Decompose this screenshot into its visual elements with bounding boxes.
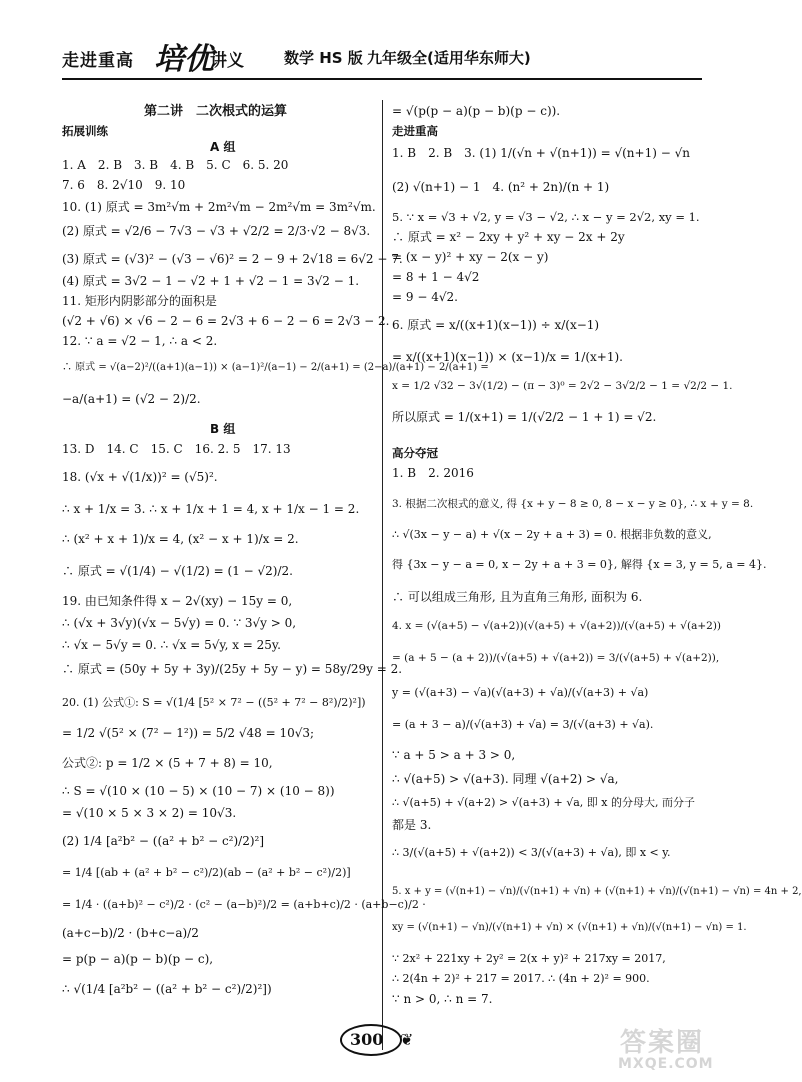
answer-line: ∴ x + 1/x = 3. ∴ x + 1/x + 1 = 4, x + 1/x − 1 = 2. (62, 502, 360, 516)
series-title: 走进重高 (62, 51, 134, 71)
answer-line: (2) √(n+1) − 1 4. (n² + 2n)/(n + 1) (392, 180, 610, 194)
answer-line: 都是 3. (392, 818, 432, 832)
group-b-heading: B 组 (210, 422, 236, 436)
answer-line: (2) 原式 = √2/6 − 7√3 − √3 + √2/2 = 2/3·√2 − 8√3. (62, 224, 371, 238)
answer-line: ∴ √(1/4 [a²b² − ((a² + b² − c²)/2)²]) (62, 982, 272, 996)
section-heading-extension: 拓展训练 (62, 124, 108, 138)
answer-line: 5. x + y = (√(n+1) − √n)/(√(n+1) + √n) + (√(n+1) + √n)/(√(n+1) − √n) = 4n + 2, (392, 886, 802, 897)
answer-line: = √(p(p − a)(p − b)(p − c)). (392, 104, 561, 118)
answer-line: (a+c−b)/2 · (b+c−a)/2 (62, 926, 199, 940)
answer-line: 11. 矩形内阴影部分的面积是 (62, 294, 217, 308)
answer-line: −a/(a+1) = (√2 − 2)/2. (62, 392, 201, 406)
answer-line: ∴ √(3x − y − a) + √(x − 2y + a + 3) = 0. 根据非负数的意义, (392, 528, 712, 541)
answer-line: ∴ 原式 = x² − 2xy + y² + xy − 2x + 2y (392, 230, 625, 244)
page-number-badge (340, 1020, 400, 1056)
answer-line: ∴ √x − 5√y = 0. ∴ √x = 5√y, x = 25y. (62, 638, 281, 652)
answer-line: 10. (1) 原式 = 3m²√m + 2m²√m − 2m²√m = 3m²√m. (62, 200, 376, 214)
answer-line: x = 1/2 √32 − 3√(1/2) − (π − 3)⁰ = 2√2 − 3√2/2 − 1 = √2/2 − 1. (392, 380, 733, 392)
answer-line: = 1/4 [(ab + (a² + b² − c²)/2)(ab − (a² + b² − c²)/2)] (62, 866, 351, 879)
group-a-heading: A 组 (210, 140, 236, 154)
answer-line: 3. 根据二次根式的意义, 得 {x + y − 8 ≥ 0, 8 − x − y ≥ 0}, ∴ x + y = 8. (392, 498, 754, 510)
series-suffix: 讲义 (210, 51, 244, 71)
answer-line: ∵ 2x² + 221xy + 2y² = 2(x + y)² + 217xy = 2017, (392, 952, 666, 965)
answer-line: ∴ √(a+5) + √(a+2) > √(a+3) + √a, 即 x 的分母大, 而分子 (392, 796, 695, 809)
answer-line: = x/((x+1)(x−1)) × (x−1)/x = 1/(x+1). (392, 350, 623, 364)
grade-label: 九年级全(适用华东师大) (367, 49, 531, 67)
watermark (612, 1022, 742, 1078)
answer-line: 18. (√x + √(1/x))² = (√5)². (62, 470, 218, 484)
answer-line: 公式②: p = 1/2 × (5 + 7 + 8) = 10, (62, 756, 273, 770)
answer-line: ∴ S = √(10 × (10 − 5) × (10 − 7) × (10 − 8)) (62, 784, 335, 798)
section-heading-gaofen: 高分夺冠 (392, 446, 438, 460)
answer-line: ∴ 原式 = √(1/4) − √(1/2) = (1 − √2)/2. (62, 564, 293, 578)
answer-line: ∴ 可以组成三角形, 且为直角三角形, 面积为 6. (392, 590, 643, 604)
answer-line: ∴ 2(4n + 2)² + 217 = 2017. ∴ (4n + 2)² = 900. (392, 972, 650, 985)
section-heading-zoujin: 走进重高 (392, 124, 438, 138)
answer-line: ∵ n > 0, ∴ n = 7. (392, 992, 493, 1006)
answer-line: = 8 + 1 − 4√2 (392, 270, 480, 284)
answer-line: xy = (√(n+1) − √n)/(√(n+1) + √n) × (√(n+1) + √n)/(√(n+1) − √n) = 1. (392, 922, 747, 933)
answer-line: ∴ √(a+5) > √(a+3). 同理 √(a+2) > √a, (392, 772, 619, 786)
answer-line: 所以原式 = 1/(x+1) = 1/(√2/2 − 1 + 1) = √2. (392, 410, 657, 424)
lesson-title: 第二讲 二次根式的运算 (144, 104, 288, 119)
answer-line: (2) 1/4 [a²b² − ((a² + b² − c²)/2)²] (62, 834, 265, 848)
leaf-decoration-icon: ❦ (400, 1030, 414, 1049)
answer-line: 4. x = (√(a+5) − √(a+2))(√(a+5) + √(a+2))/(√(a+5) + √(a+2)) (392, 620, 722, 632)
answer-line: = 1/4 · ((a+b)² − c²)/2 · (c² − (a−b)²)/2 = (a+b+c)/2 · (a+b−c)/2 · (62, 898, 426, 911)
answer-line: = (a + 3 − a)/(√(a+3) + √a) = 3/(√(a+3) + √a). (392, 718, 654, 731)
answer-line: 得 {3x − y − a = 0, x − 2y + a + 3 = 0}, 解得 {x = 3, y = 5, a = 4}. (392, 558, 767, 571)
answer-line: = p(p − a)(p − b)(p − c), (62, 952, 214, 966)
answer-line: 1. B 2. B 3. (1) 1/(√n + √(n+1)) = √(n+1) − √n (392, 146, 690, 160)
watermark-url: MXQE.COM (618, 1056, 714, 1072)
answer-line: 20. (1) 公式①: S = √(1/4 [5² × 7² − ((5² + 7² − 8²)/2)²]) (62, 696, 366, 709)
answer-line: ∴ 原式 = √(a−2)²/((a+1)(a−1)) × (a−1)²/(a−1) − 2/(a+1) = (2−a)/(a+1) − 2/(a+1) = (62, 362, 489, 373)
answer-line: ∵ a + 5 > a + 3 > 0, (392, 748, 516, 762)
answer-line: 5. ∵ x = √3 + √2, y = √3 − √2, ∴ x − y = 2√2, xy = 1. (392, 210, 700, 224)
answer-line: 19. 由已知条件得 x − 2√(xy) − 15y = 0, (62, 594, 293, 608)
answer-line: = 1/2 √(5² × (7² − 1²)) = 5/2 √48 = 10√3; (62, 726, 315, 740)
answer-line: = √(10 × 5 × 3 × 2) = 10√3. (62, 806, 237, 820)
answer-line: 1. A 2. B 3. B 4. B 5. C 6. 5. 20 (62, 158, 289, 172)
answer-line: ∴ (√x + 3√y)(√x − 5√y) = 0. ∵ 3√y > 0, (62, 616, 297, 630)
answer-line: (√2 + √6) × √6 − 2 − 6 = 2√3 + 6 − 2 − 6 = 2√3 − 2. (62, 314, 390, 328)
series-logo-script: 培优 (154, 42, 214, 77)
answer-line: (4) 原式 = 3√2 − 1 − √2 + 1 + √2 − 1 = 3√2 − 1. (62, 274, 360, 288)
answer-line: 1. B 2. 2016 (392, 466, 474, 480)
answer-line: 13. D 14. C 15. C 16. 2. 5 17. 13 (62, 442, 291, 456)
answer-line: ∴ (x² + x + 1)/x = 4, (x² − x + 1)/x = 2. (62, 532, 299, 546)
answer-line: 12. ∵ a = √2 − 1, ∴ a < 2. (62, 334, 218, 348)
page-number: 300 (350, 1030, 384, 1049)
page-header (62, 38, 702, 78)
answer-line: y = (√(a+3) − √a)(√(a+3) + √a)/(√(a+3) + √a) (392, 686, 649, 699)
answer-line: ∴ 3/(√(a+5) + √(a+2)) < 3/(√(a+3) + √a), 即 x < y. (392, 846, 671, 859)
watermark-logo-text: 答案圈 (620, 1028, 705, 1058)
answer-line: (3) 原式 = (√3)² − (√3 − √6)² = 2 − 9 + 2√18 = 6√2 − 7. (62, 252, 403, 266)
answer-line: 6. 原式 = x/((x+1)(x−1)) ÷ x/(x−1) (392, 318, 600, 332)
answer-line: ∴ 原式 = (50y + 5y + 3y)/(25y + 5y − y) = 58y/29y = 2. (62, 662, 403, 676)
header-rule (62, 78, 702, 80)
answer-line: 7. 6 8. 2√10 9. 10 (62, 178, 186, 192)
answer-line: = (a + 5 − (a + 2))/(√(a+5) + √(a+2)) = 3/(√(a+5) + √(a+2)), (392, 652, 720, 664)
answer-line: = (x − y)² + xy − 2(x − y) (392, 250, 549, 264)
answer-line: = 9 − 4√2. (392, 290, 458, 304)
subject-label: 数学 HS 版 (284, 49, 363, 67)
